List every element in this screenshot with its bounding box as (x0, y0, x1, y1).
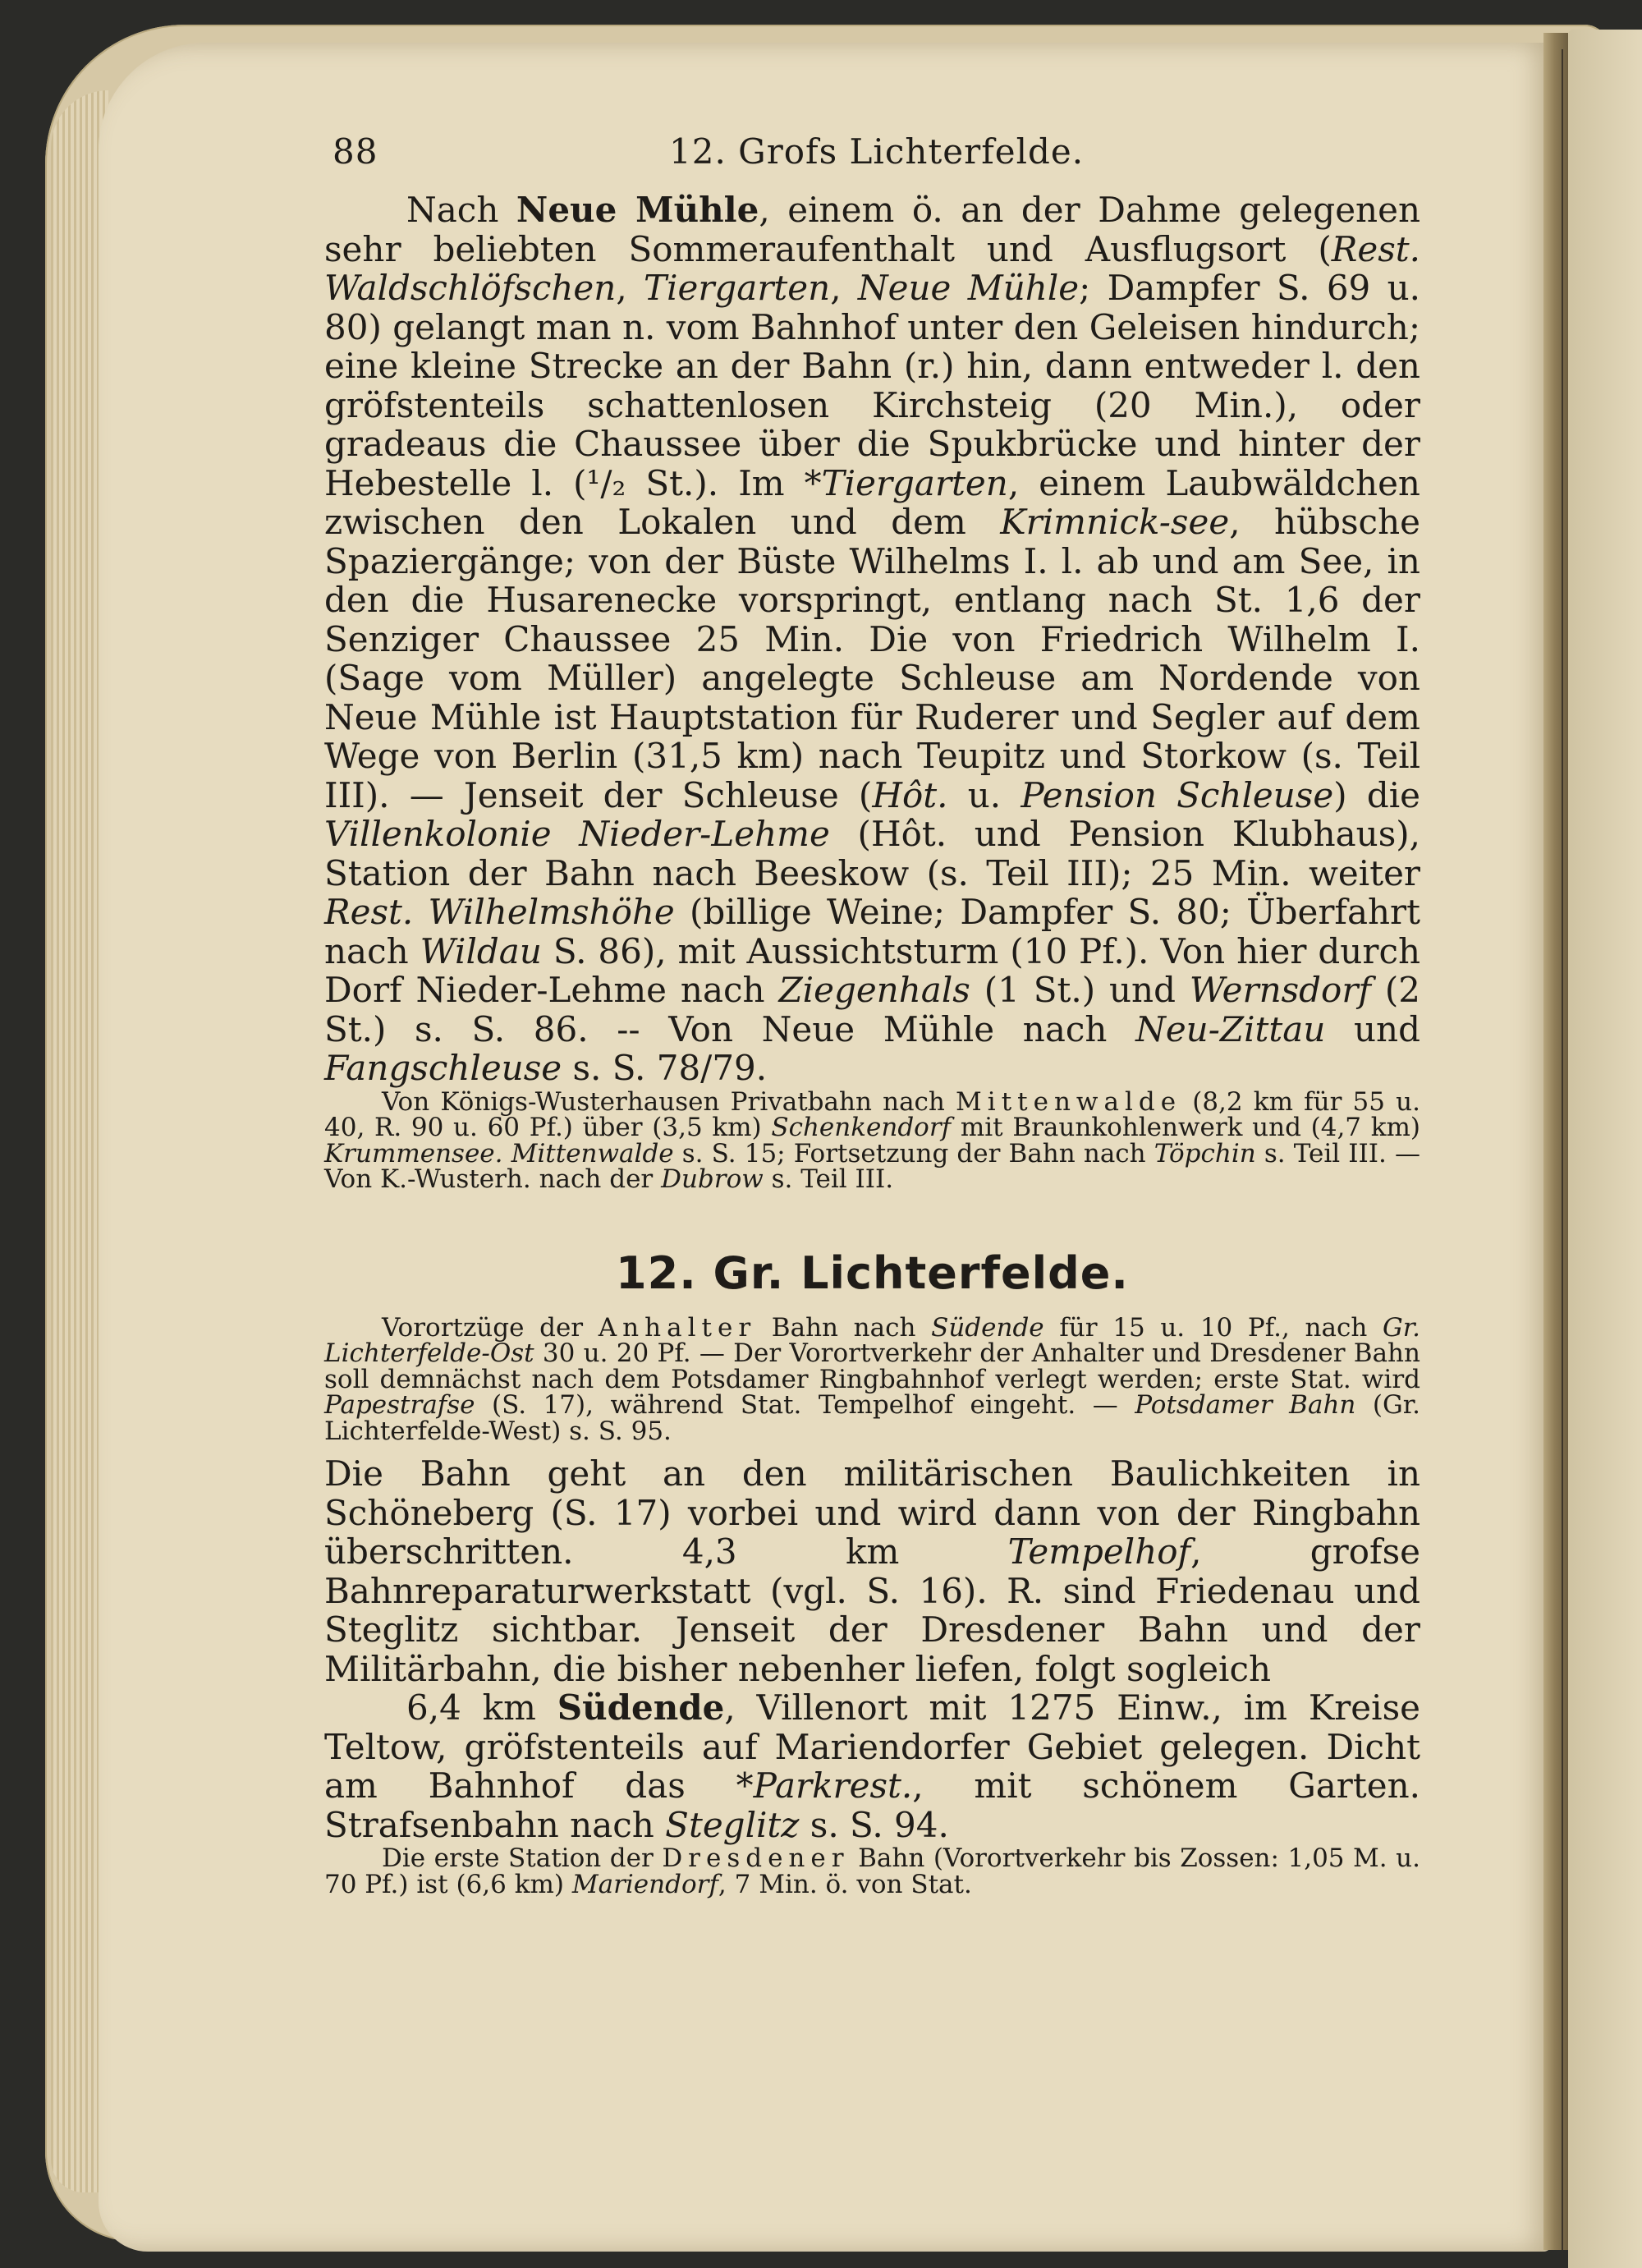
text-run: Dresdener (662, 1843, 850, 1873)
text-run: ; Dampfer S. 69 u. 80) gelangt man n. vom Bahnhof unter den Geleisen hindurch; eine kleine Strecke an der Bahn (r.) hin, dann entweder l. den gröfstenteils schattenlosen Kirchsteig (20 Min.), oder gradeaus die Chaussee über die Spukbrücke und hinter der Hebestelle l. (¹/₂ St.). Im (324, 268, 1421, 503)
small-note-dresdener-text (324, 1843, 1420, 1899)
text-run: Von Königs-Wusterhausen Privatbahn nach (382, 1086, 956, 1117)
text-run: Ziegenhals (778, 970, 970, 1010)
text-run: Nach (406, 190, 516, 230)
neue-muehle-paragraph (324, 191, 1420, 1088)
suedende-paragraph (324, 1688, 1420, 1844)
text-run: , Villenort mit 1275 Einw., im Kreise Teltow, gröfstenteils auf Mariendorfer Gebiet gelegen. Dicht am Bahnhof das (324, 1687, 1420, 1806)
text-run: (8,2 km für 55 u. 40, R. 90 u. 60 Pf.) über (3,5 km) (324, 1086, 1420, 1142)
text-run: Südende (931, 1312, 1044, 1343)
text-run: Villenkolonie Nieder-Lehme (324, 814, 830, 854)
facing-page-edge (1568, 30, 1642, 2268)
text-run: Krummensee. (324, 1138, 503, 1168)
small-intro-text (324, 1312, 1420, 1446)
text-run: Wernsdorf (1189, 970, 1371, 1010)
text-run: Rest. Wilhelmshöhe (324, 892, 675, 932)
text-run: Mariendorf (571, 1869, 718, 1899)
text-run: , (616, 268, 644, 308)
text-run: Gr. Lichterfelde-Ost (324, 1312, 1420, 1368)
text-run: , 7 Min. ö. von Stat. (718, 1869, 972, 1899)
text-run: Töpchin (1154, 1138, 1256, 1168)
text-run: (2 St.) s. S. 86. -- Von Neue Mühle nach (324, 970, 1420, 1049)
text-run: Tempelhof (1007, 1531, 1191, 1572)
book-gutter (1543, 33, 1568, 2250)
text-run: Neu-Zittau (1135, 1008, 1326, 1049)
text-run: und (1325, 1008, 1420, 1049)
text-run: Mittenwalde (511, 1138, 674, 1168)
text-run: Südende (557, 1687, 725, 1728)
text-run: Fangschleuse (324, 1048, 562, 1088)
text-run: Pension Schleuse (1021, 774, 1334, 815)
text-run: (1 St.) und (970, 970, 1190, 1010)
text-run: Bahn (Vorortverkehr bis Zossen: 1,05 M. u. 70 Pf.) ist (6,6 km) (324, 1843, 1420, 1899)
body-text-2 (324, 1454, 1420, 1844)
text-run: , (830, 268, 858, 308)
text-run: (S. 17), während Stat. Tempelhof eingeht. — (475, 1390, 1135, 1420)
text-run: , mit schönem Garten. Strafsenbahn nach (324, 1765, 1420, 1845)
text-run: Bahn nach (756, 1312, 932, 1343)
bahn-paragraph (324, 1454, 1420, 1688)
text-run: *Tiergarten (804, 462, 1008, 503)
text-run: Vorortzüge der (382, 1312, 599, 1343)
text-run: Dubrow (661, 1164, 764, 1194)
text-run: (billige Weine; Dampfer S. 80; Überfahrt nach (324, 892, 1420, 971)
page-number: 88 (333, 131, 378, 172)
text-run: 30 u. 20 Pf. — Der Vorortverkehr der Anhalter und Dresdener Bahn soll demnächst nach dem Potsdamer Ringbahnhof verlegt werden; erste Stat. wird (324, 1338, 1420, 1394)
small-intro-vorortzuege (324, 1312, 1420, 1446)
text-run: s. Teil III. (763, 1164, 894, 1194)
text-run: (Gr. Lichterfelde-West) s. S. 95. (324, 1390, 1420, 1446)
text-run: s. S. 15; Fortsetzung der Bahn nach (673, 1138, 1154, 1168)
section-heading: 12. Gr. Lichterfelde. (616, 1246, 1129, 1299)
text-run: , einem Laubwäldchen zwischen den Lokalen und dem (324, 462, 1420, 542)
text-run: Wildau (420, 930, 542, 971)
text-run: S. 86), mit Aussichtsturm (10 Pf.). Von hier durch Dorf Nieder-Lehme nach (324, 930, 1421, 1010)
text-run: Tiergarten (644, 268, 831, 308)
text-run: Schenkendorf (771, 1113, 952, 1142)
text-run: u. (947, 774, 1021, 815)
text-run: , grofse Bahnreparaturwerkstatt (vgl. S. 16). R. sind Friedenau und Steglitz sichtbar. Jenseit der Dresdener Bahn und der Militärbahn, die bisher nebenher liefen, folgt sogleich (324, 1531, 1421, 1689)
text-run: Hôt. (872, 774, 948, 815)
text-run: s. S. 94. (799, 1804, 949, 1845)
text-run: Steglitz (665, 1804, 800, 1845)
body-text (324, 191, 1420, 1088)
running-header (324, 115, 1420, 181)
text-run: , einem ö. an der Dahme gelegenen sehr beliebten Sommeraufenthalt und Ausflugsort ( (324, 190, 1421, 269)
text-run: Potsdamer Bahn (1135, 1390, 1356, 1420)
text-run: für 15 u. 10 Pf., nach (1043, 1312, 1383, 1343)
text-run: Rest. Waldschlöfschen (324, 228, 1420, 308)
text-run: Papestrafse (324, 1390, 475, 1420)
text-run: Die erste Station der (382, 1843, 663, 1873)
small-note-dresdener (324, 1843, 1420, 1899)
text-run: mit Braunkohlenwerk und (4,7 km) (951, 1113, 1420, 1142)
small-note-mittenwalde (324, 1086, 1421, 1194)
page-text (324, 115, 1420, 1898)
text-run: s. Teil III. — Von K.-Wusterh. nach der (324, 1138, 1421, 1194)
text-run: Krimnick-see (1000, 502, 1230, 542)
text-run: ) die (1333, 774, 1420, 815)
text-run: (Hôt. und Pension Klubhaus), Station der Bahn nach Beeskow (s. Teil III); 25 Min. weiter (324, 814, 1420, 893)
text-run: s. S. 78/79. (562, 1048, 768, 1088)
text-run: Neue Mühle (516, 190, 759, 230)
text-run: Neue Mühle (857, 268, 1080, 308)
text-run: Die Bahn geht an den militärischen Baulichkeiten in Schöneberg (S. 17) vorbei und wird dann von der Ringbahn überschritten. 4,3 km (324, 1453, 1420, 1572)
text-run: Anhalter (598, 1312, 757, 1343)
small-note-text (324, 1086, 1421, 1194)
text-run: 6,4 km (406, 1687, 557, 1728)
running-title: 12. Grofs Lichterfelde. (669, 131, 1085, 172)
text-run: *Parkrest. (736, 1765, 913, 1806)
text-run: , hübsche Spaziergänge; von der Büste Wilhelms I. l. ab und am See, in den die Husarenecke vorspringt, entlang nach St. 1,6 der Senziger Chaussee 25 Min. Die von Friedrich Wilhelm I. (Sage vom Müller) angelegte Schleuse am Nordende von Neue Mühle ist Hauptstation für Ruderer und Segler auf dem Wege von Berlin (31,5 km) nach Teupitz und Storkow (s. Teil III). — Jenseit der Schleuse ( (324, 502, 1420, 815)
text-run: Mittenwalde (956, 1086, 1182, 1117)
gutter-line (1562, 49, 1563, 2250)
